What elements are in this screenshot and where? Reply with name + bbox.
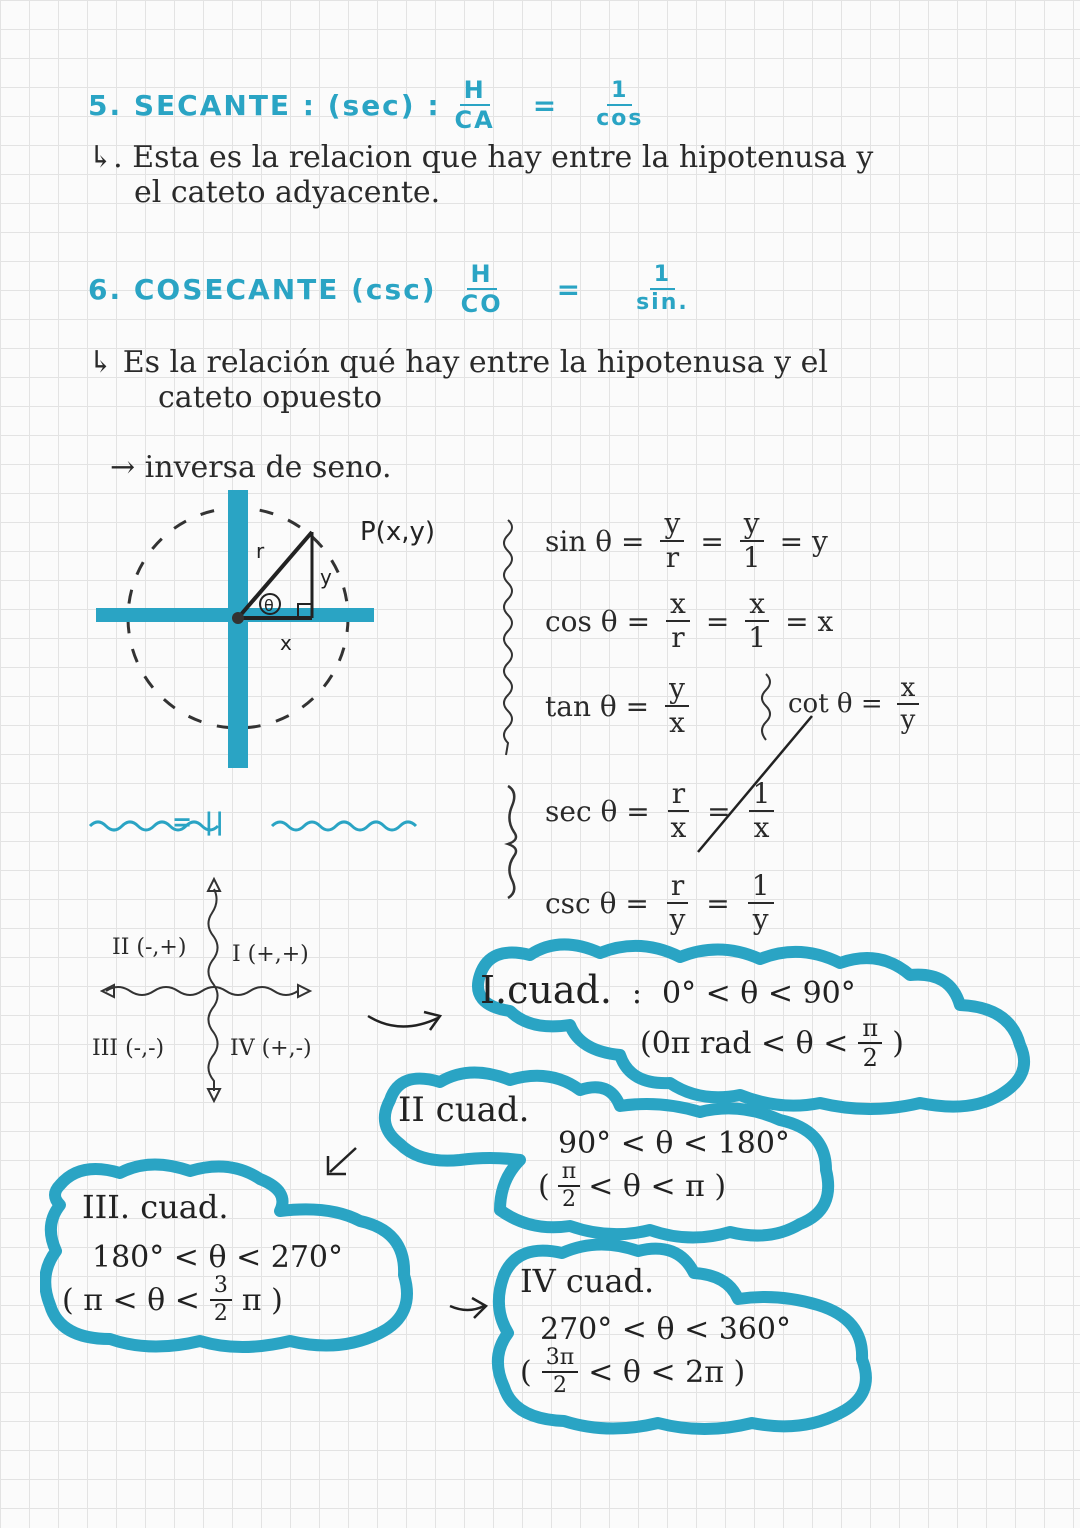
cosecant-desc-line2: cateto opuesto <box>158 380 383 415</box>
curved-arrow-icon <box>368 1016 438 1027</box>
secant-equals: = <box>532 88 559 122</box>
cloud-q3-title: III. cuad. <box>82 1188 229 1226</box>
cosecant-desc-line1: Es la relación qué hay entre la hipotenusa y el <box>122 345 828 380</box>
vertical-axis <box>208 889 217 1091</box>
sin-formula: sin θ = $\frac{y}{r}$ = $\frac{y}{1}$ = y <box>545 507 828 574</box>
cosecant-reciprocal: $\frac{1}{\sin.}$ <box>636 262 689 315</box>
secant-reciprocal: $\frac{1}{\cos}$ <box>596 78 644 131</box>
left-arrow-icon <box>102 985 114 997</box>
cosecant-heading-label: 6. COSECANTE (csc) <box>88 272 437 306</box>
cloud-q1-radians: (0π rad < θ < <box>640 1025 849 1061</box>
cloud-q4-degrees: 270° < θ < 360° <box>540 1312 792 1347</box>
origin-dot <box>232 612 244 624</box>
quadrant-4-sign: IV (+,-) <box>230 1036 312 1061</box>
theta-label: θ <box>264 596 274 615</box>
arrow-icon: ↳ <box>88 345 114 380</box>
cot-formula: cot θ = $\frac{x}{y}$ <box>788 675 919 733</box>
reciprocal-brace <box>498 782 528 902</box>
horizontal-axis <box>106 987 298 995</box>
quadrant-3-sign: III (-,-) <box>92 1036 165 1061</box>
cloud-q1-degrees: 0° < θ < 90° <box>662 976 856 1011</box>
cosecant-description <box>88 345 1048 415</box>
inverse-note: → inversa de seno. <box>110 450 392 485</box>
tan-formula: tan θ = $\frac{y}{x}$ <box>545 675 689 737</box>
secant-description <box>88 140 1048 210</box>
secant-desc-line2: el cateto adyacente. <box>134 175 441 210</box>
cloud-q1-title: I.cuad. <box>480 968 612 1012</box>
y-label: y <box>320 565 332 589</box>
point-label: P(x,y) <box>360 517 436 547</box>
cloud-q2-title: II cuad. <box>398 1090 530 1130</box>
csc-formula: csc θ = $\frac{r}{y}$ = $\frac{1}{y}$ <box>545 872 774 934</box>
arrow-icon: ↳ <box>88 140 114 175</box>
cosecant-ratio: $\frac{H}{CO}$ <box>460 260 503 318</box>
cloud-q4: IV cuad. 270° < θ < 360° ( $\frac{3\pi}{2}$ < θ < 2π ) <box>520 1262 860 1397</box>
cosecant-heading <box>88 262 689 316</box>
cloud-q4-title: IV cuad. <box>520 1262 655 1300</box>
formulas-brace <box>500 515 530 765</box>
sec-formula: sec θ = $\frac{r}{x}$ = $\frac{1}{x}$ <box>545 780 774 842</box>
radius-line <box>238 532 312 618</box>
cloud-q3: III. cuad. 180° < θ < 270° ( π < θ < $\frac{3}{2}$ π ) <box>62 1188 402 1325</box>
separator-marks: = || <box>172 808 226 836</box>
unit-circle-diagram <box>80 480 520 780</box>
quadrant-1-sign: I (+,+) <box>232 942 309 967</box>
cloud-q2: II cuad. 90° < θ < 180° ( $\frac{\pi}{2}$ < θ < π ) <box>398 1090 818 1211</box>
cloud-q3-degrees: 180° < θ < 270° <box>92 1240 344 1275</box>
quadrant-2-sign: II (-,+) <box>112 935 187 960</box>
cloud-q4-radians: < θ < 2π ) <box>588 1354 746 1390</box>
secant-desc-line1: . Esta es la relacion que hay entre la hipotenusa y <box>113 140 874 175</box>
right-arrow-icon <box>450 1306 484 1310</box>
wavy-separator <box>86 812 466 842</box>
cloud-q3-radians: ( π < θ < <box>62 1282 200 1318</box>
secant-heading <box>88 78 643 132</box>
cosecant-equals: = <box>556 272 583 306</box>
y-axis-highlight <box>228 490 248 768</box>
secant-ratio: $\frac{H}{CA}$ <box>454 76 495 134</box>
secant-heading-label: 5. SECANTE : (sec) : <box>88 88 441 122</box>
cos-formula: cos θ = $\frac{x}{r}$ = $\frac{x}{1}$ = x <box>545 587 834 654</box>
cloud-q2-degrees: 90° < θ < 180° <box>558 1126 790 1161</box>
x-label: x <box>280 631 292 655</box>
radius-label: r <box>256 539 265 563</box>
cloud-q1: I.cuad. : 0° < θ < 90° (0π rad < θ < $\frac{\pi}{2}$ ) <box>480 968 904 1072</box>
cloud-q2-radians: < θ < π ) <box>588 1168 727 1204</box>
